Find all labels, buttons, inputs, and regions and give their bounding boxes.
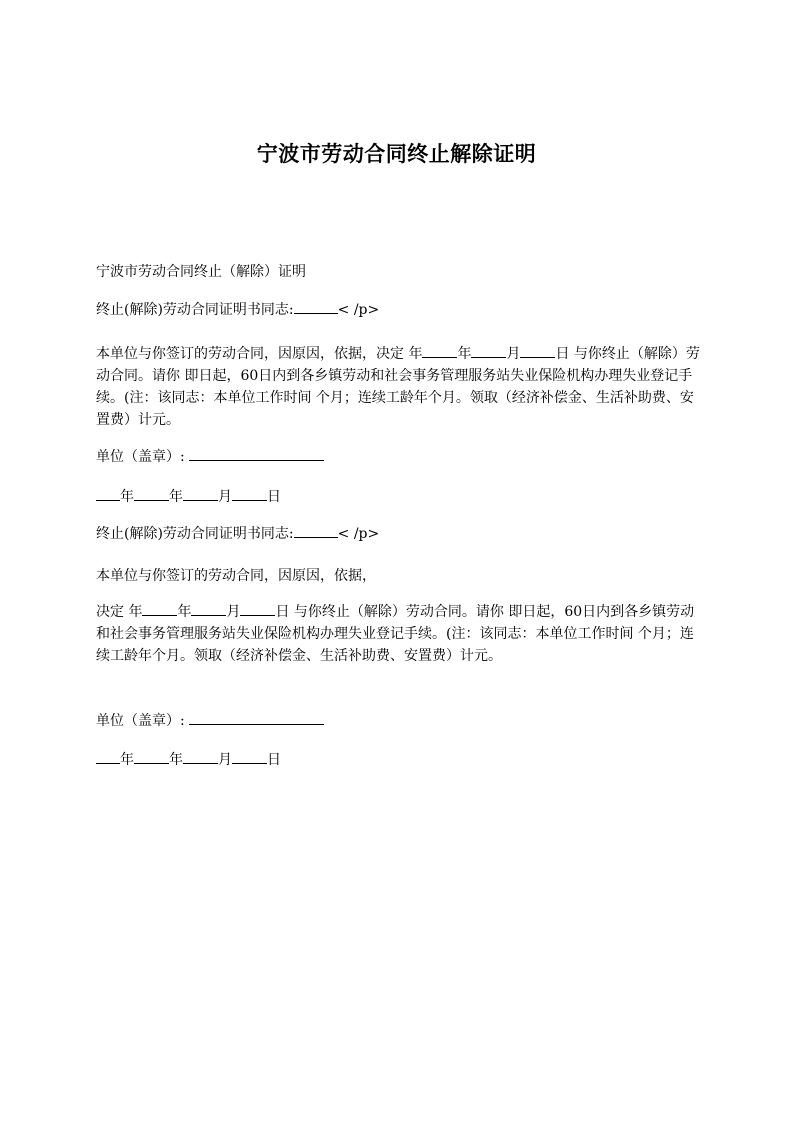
certificate-recipient-line xyxy=(96,298,701,320)
document-title: 宁波市劳动合同终止解除证明 xyxy=(256,142,537,166)
day-blank xyxy=(520,342,555,358)
year-blank xyxy=(422,342,457,358)
year-blank xyxy=(142,600,177,616)
recipient-name-blank xyxy=(294,522,338,538)
seal-blank xyxy=(189,445,324,461)
seal-label: 单位（盖章）: xyxy=(96,713,185,729)
stray-markup-text: < /p> xyxy=(337,526,380,542)
date-line: 年 年 月 日 xyxy=(96,748,701,770)
seal-label: 单位（盖章）: xyxy=(96,449,185,465)
recipient-label: 终止(解除)劳动合同证明书同志: xyxy=(96,302,294,318)
seal-line xyxy=(96,709,701,731)
seal-line xyxy=(96,445,701,467)
stray-markup-text: < /p> xyxy=(337,302,380,318)
certificate-recipient-line xyxy=(96,522,701,544)
recipient-name-blank xyxy=(294,298,338,314)
month-blank xyxy=(191,600,226,616)
month-blank xyxy=(471,342,506,358)
recipient-label: 终止(解除)劳动合同证明书同志: xyxy=(96,526,294,542)
seal-blank xyxy=(189,709,324,725)
certificate-body-paragraph: 决定 年 年 月 日 与你终止（解除）劳动合同。请你 即日起，60日内到各乡镇劳动和社会事务管理服务站失业保险机构办理失业登记手续。(注：该同志：本单位工作时间 个月；连续工龄年个月。领取（经济补偿金、生活补助费、安置费）计元。 xyxy=(96,600,701,667)
certificate-intro-line: 本单位与你签订的劳动合同，因原因，依据， xyxy=(96,568,376,584)
document-subtitle: 宁波市劳动合同终止（解除）证明 xyxy=(96,264,306,280)
date-line: 年 年 月 日 xyxy=(96,485,701,507)
certificate-body-paragraph: 本单位与你签订的劳动合同，因原因，依据，决定 年 年 月 日 与你终止（解除）劳动合同。请你 即日起，60日内到各乡镇劳动和社会事务管理服务站失业保险机构办理失业登记手续。(注：该同志：本单位工作时间 个月；连续工龄年个月。领取（经济补偿金、生活补助费、安置费）计元。 xyxy=(96,342,701,431)
day-blank xyxy=(240,600,275,616)
